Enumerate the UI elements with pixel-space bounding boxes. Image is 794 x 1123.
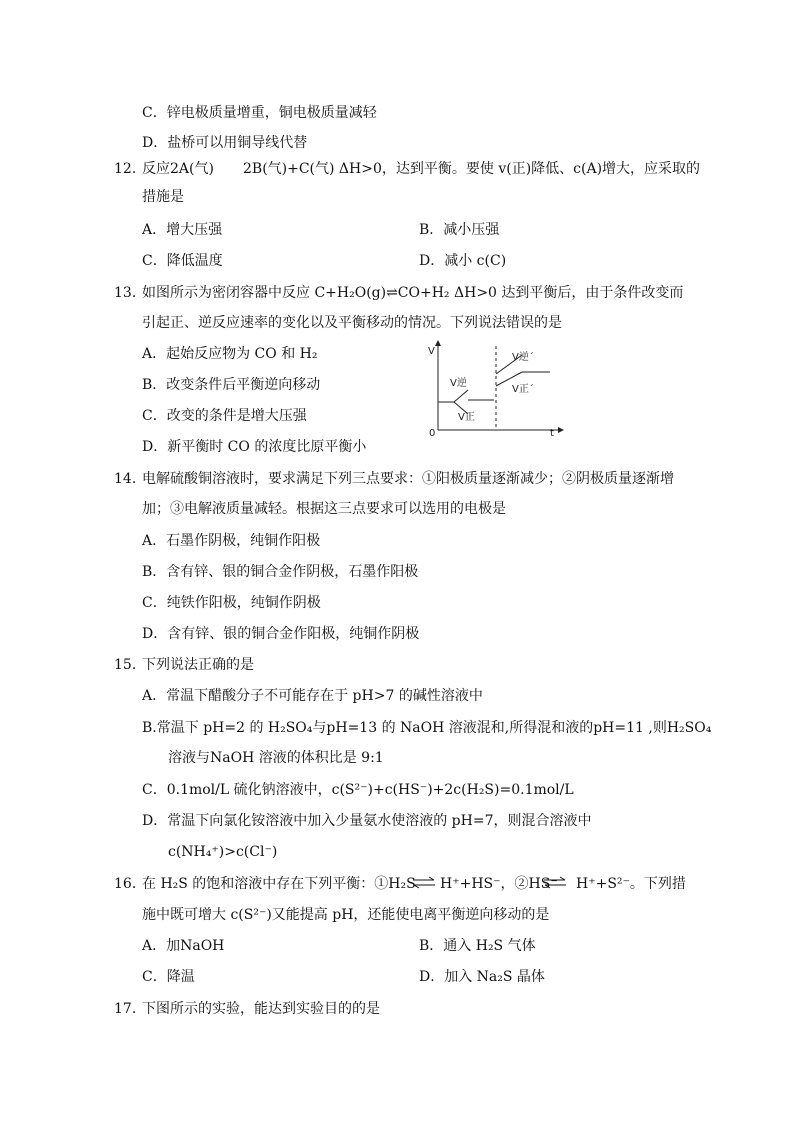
equilibrium-arrow-icon (412, 876, 436, 890)
q12-number: 12． (114, 161, 146, 177)
equilibrium-arrow-icon (543, 876, 567, 890)
q13-option-c: C．改变的条件是增大压强 (142, 408, 307, 424)
q16-stem-part3: H⁺+S²⁻。下列措 (576, 876, 686, 892)
v-rev-curve-1 (454, 390, 468, 402)
q12-option-a: A．增大压强 (142, 222, 223, 238)
q17-number: 17． (114, 1001, 146, 1017)
q14-stem-line1: 电解硫酸铜溶液时，要求满足下列三点要求：①阳极质量逐渐减少；②阴极质量逐渐增 (142, 471, 674, 487)
q16-stem-part2: H⁺+HS⁻，②HS⁻ (440, 876, 558, 892)
v-rev-label-1: V逆 (450, 378, 467, 389)
q16-number: 16． (114, 876, 146, 892)
q14-option-d: D．含有锌、银的铜合金作阳极，纯铜作阴极 (142, 626, 420, 642)
q12-option-c: C．降低温度 (142, 253, 223, 269)
q16-option-d: D．加入 Na₂S 晶体 (419, 969, 545, 985)
q14-option-c: C．纯铁作阳极，纯铜作阴极 (142, 595, 321, 611)
q16-option-b: B．通入 H₂S 气体 (419, 938, 536, 954)
q15-stem: 下列说法正确的是 (142, 657, 254, 673)
q15-option-b-line2: 溶液与NaOH 溶液的体积比是 9:1 (168, 750, 384, 766)
q15-option-a: A．常温下醋酸分子不可能存在于 pH>7 的碱性溶液中 (142, 688, 483, 704)
y-axis-label: V (428, 346, 435, 357)
q15-option-d-line1: D．常温下向氯化铵溶液中加入少量氨水使溶液的 pH=7，则混合溶液中 (142, 813, 592, 829)
q14-option-a: A．石墨作阴极，纯铜作阳极 (142, 533, 321, 549)
q12-stem-part1: 反应2A(气) (142, 161, 214, 177)
q13-option-d: D．新平衡时 CO 的浓度比原平衡小 (142, 439, 367, 455)
q12-stem-line2: 措施是 (142, 189, 184, 205)
x-axis-label: t (550, 428, 554, 438)
q12-option-d: D．减小 c(C) (419, 253, 507, 269)
q16-option-a: A．加NaOH (142, 938, 225, 954)
q16-stem-part1: 在 H₂S 的饱和溶液中存在下列平衡：①H₂S (142, 876, 416, 892)
q12-stem-part2: 2B(气)+C(气) ΔH>0，达到平衡。要使 v(正)降低、c(A)增大，应采取的 (243, 161, 701, 177)
q11-option-c: C．锌电极质量增重，铜电极质量减轻 (142, 105, 377, 121)
q14-stem-line2: 加；③电解液质量减轻。根据这三点要求可以选用的电极是 (142, 501, 506, 517)
q16-stem-line2: 施中既可增大 c(S²⁻)又能提高 pH，还能使电离平衡逆向移动的是 (142, 907, 550, 923)
q17-stem: 下图所示的实验，能达到实验目的的是 (142, 1001, 380, 1017)
q13-option-a: A．起始反应物为 CO 和 H₂ (142, 346, 318, 362)
q12-option-b: B．减小压强 (419, 222, 500, 238)
q13-option-b: B．改变条件后平衡逆向移动 (142, 377, 321, 393)
q15-option-d-line2: c(NH₄⁺)>c(Cl⁻) (168, 844, 278, 860)
q13-stem-line1: 如图所示为密闭容器中反应 C+H₂O(g)⇌CO+H₂ ΔH>0 达到平衡后，由于条件改变而 (142, 285, 684, 301)
v-fwd-label-1: V正 (458, 412, 475, 423)
q16-option-c: C．降温 (142, 969, 195, 985)
v-fwd-label-2: V正´ (512, 384, 534, 395)
x-axis-arrow-icon (558, 427, 564, 433)
q13-stem-line2: 引起正、逆反应速率的变化以及平衡移动的情况。下列说法错误的是 (142, 315, 562, 331)
q14-option-b: B．含有锌、银的铜合金作阴极，石墨作阳极 (142, 564, 419, 580)
q14-number: 14． (114, 471, 146, 487)
q15-option-c: C．0.1mol/L 硫化钠溶液中，c(S²⁻)+c(HS⁻)+2c(H₂S)=0.1mol/L (142, 782, 574, 798)
origin-label: 0 (429, 428, 436, 438)
q15-option-b-line1: B.常温下 pH=2 的 H₂SO₄与pH=13 的 NaOH 溶液混和,所得混和液的pH=11 ,则H₂SO₄ (142, 720, 712, 736)
q15-number: 15． (114, 657, 146, 673)
rate-time-graph (424, 338, 574, 438)
q11-option-d: D．盐桥可以用铜导线代替 (142, 135, 308, 151)
y-axis-arrow-icon (435, 340, 441, 346)
v-rev-label-2: V逆´ (512, 352, 534, 363)
q13-number: 13． (114, 285, 146, 301)
